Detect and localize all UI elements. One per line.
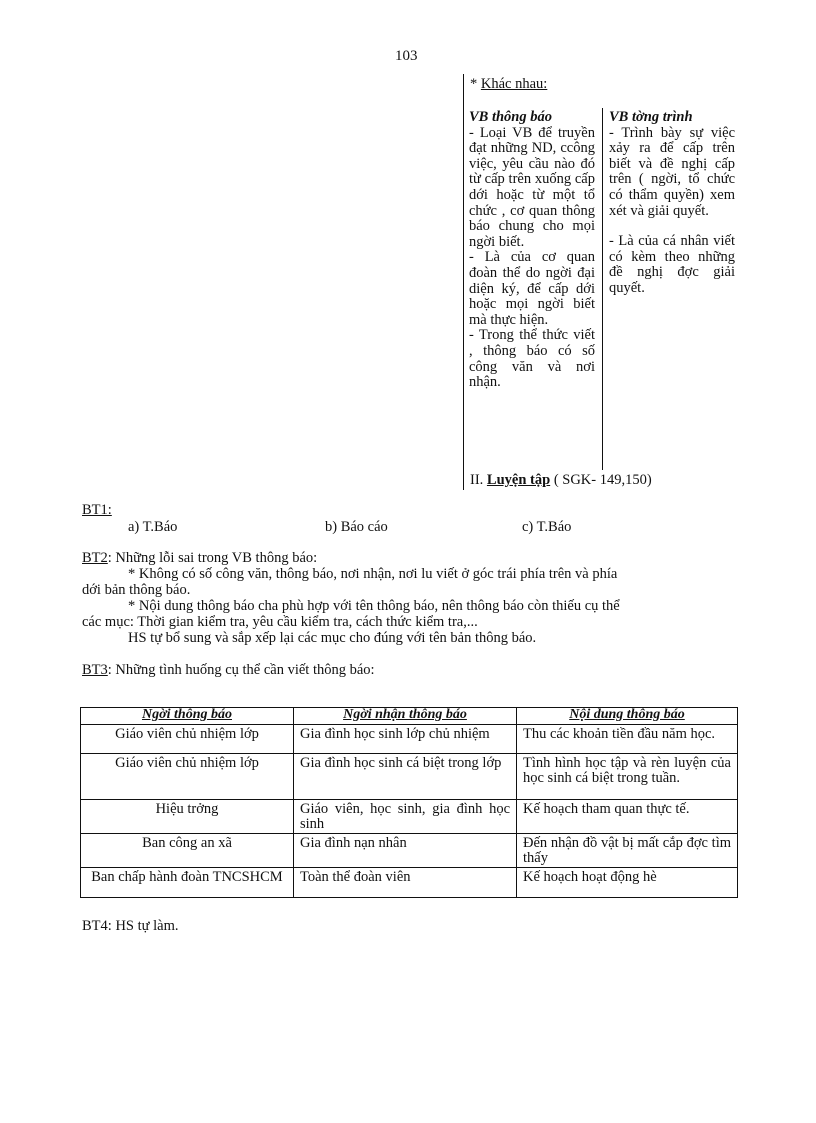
bt2-heading [82,550,317,566]
table-cell: Đến nhận đồ vật bị mất cắp đợc tìm thấy [517,834,738,868]
bt2-line-3: * Nội dung thông báo cha phù hợp với tên thông báo, nên thông báo còn thiếu cụ thể [128,598,620,614]
bt3-label: BT3 [82,662,108,678]
compare-tong-trinh-point-1: - Trình bày sự việc xảy ra để cấp trên biết và đề nghị cấp trên ( ngời, tổ chức có thẩm quyền) xem xét và giải quyết. [609,124,735,219]
khac-nhau-star: * [470,76,481,92]
table-cell: Thu các khoản tiền đầu năm học. [517,725,738,754]
bt3-table [80,707,738,898]
khac-nhau-label: Khác nhau: [480,76,548,92]
column-divider-line [602,108,603,470]
luyen-tap-prefix: II. [470,472,487,488]
table-row [81,754,738,800]
table-cell: Gia đình nạn nhân [294,834,517,868]
table-cell: Kế hoạch tham quan thực tế. [517,800,738,834]
table-cell: Ban công an xã [81,834,294,868]
table-cell: Gia đình học sinh lớp chủ nhiệm [294,725,517,754]
bt4-heading [82,918,178,934]
bt2-line-1: * Không có số công văn, thông báo, nơi nhận, nơi lu viết ở góc trái phía trên và phía [128,566,618,582]
luyen-tap-suffix: ( SGK- 149,150) [550,472,652,488]
bt2-label: BT2 [82,550,108,566]
bt3-title: : Những tình huống cụ thể cần viết thông báo: [107,662,375,678]
table-cell: Toàn thể đoàn viên [294,868,517,898]
table-header-nguoi-nhan: Ngời nhận thông báo [294,708,517,725]
bt2-title: : Những lỗi sai trong VB thông báo: [107,550,318,566]
luyen-tap-label: Luyện tập [486,472,551,488]
bt4-text: HS tự làm. [111,918,179,934]
bt1-answer-a: a) T.Báo [128,519,178,535]
table-cell: Giáo viên chủ nhiệm lớp [81,725,294,754]
bt1-answer-c: c) T.Báo [522,519,572,535]
table-cell: Gia đình học sinh cá biệt trong lớp [294,754,517,800]
table-cell: Hiệu trởng [81,800,294,834]
bt2-line-5: HS tự bổ sung và sắp xếp lại các mục cho đúng với tên bản thông báo. [128,630,537,646]
bt4-label: BT4: [82,918,112,934]
bt3-heading [82,662,375,678]
table-header-noi-dung: Nội dung thông báo [517,708,738,725]
compare-thong-bao-point-1: - Loại VB để truyền đạt những ND, ccông việc, yêu cầu nào đó từ cấp trên xuống cấp dới hoặc từ một tổ chức , cơ quan thông báo chung cho mọi ngời biết. [469,124,595,250]
table-header-row [81,708,738,725]
compare-heading-tong-trinh: VB tờng trình [609,109,693,125]
compare-column-thong-bao [469,110,595,391]
compare-tong-trinh-point-2: - Là của cá nhân viết có kèm theo những đề nghị đợc giải quyết. [609,233,735,296]
table-row [81,834,738,868]
compare-thong-bao-point-2: - Là của cơ quan đoàn thể do ngời đại diện ký, để cấp dới hoặc mọi ngời biết mà thực hiện. [469,249,595,328]
table-row [81,725,738,754]
left-border-line [463,74,464,490]
table-row [81,868,738,898]
table-cell: Kế hoạch hoạt động hè [517,868,738,898]
table-row [81,800,738,834]
table-cell: Tình hình học tập và rèn luyện của học sinh cá biệt trong tuần. [517,754,738,800]
page-number: 103 [395,48,418,64]
compare-column-tong-trinh [609,110,735,297]
table-header-nguoi-thong-bao: Ngời thông báo [81,708,294,725]
table-cell: Ban chấp hành đoàn TNCSHCM [81,868,294,898]
luyen-tap-heading [470,472,652,489]
bt2-line-2: dới bản thông báo. [82,582,191,598]
compare-heading-thong-bao: VB thông báo [469,109,552,125]
bt1-label: BT1: [82,502,112,518]
khac-nhau-heading [470,76,547,93]
compare-thong-bao-point-3: - Trong thể thức viết , thông báo có số công văn và nơi nhận. [469,327,595,391]
table-cell: Giáo viên chủ nhiệm lớp [81,754,294,800]
bt1-answer-b: b) Báo cáo [325,519,388,535]
bt2-line-4: các mục: Thời gian kiểm tra, yêu cầu kiểm tra, cách thức kiểm tra,... [82,614,478,630]
table-cell: Giáo viên, học sinh, gia đình học sinh [294,800,517,834]
